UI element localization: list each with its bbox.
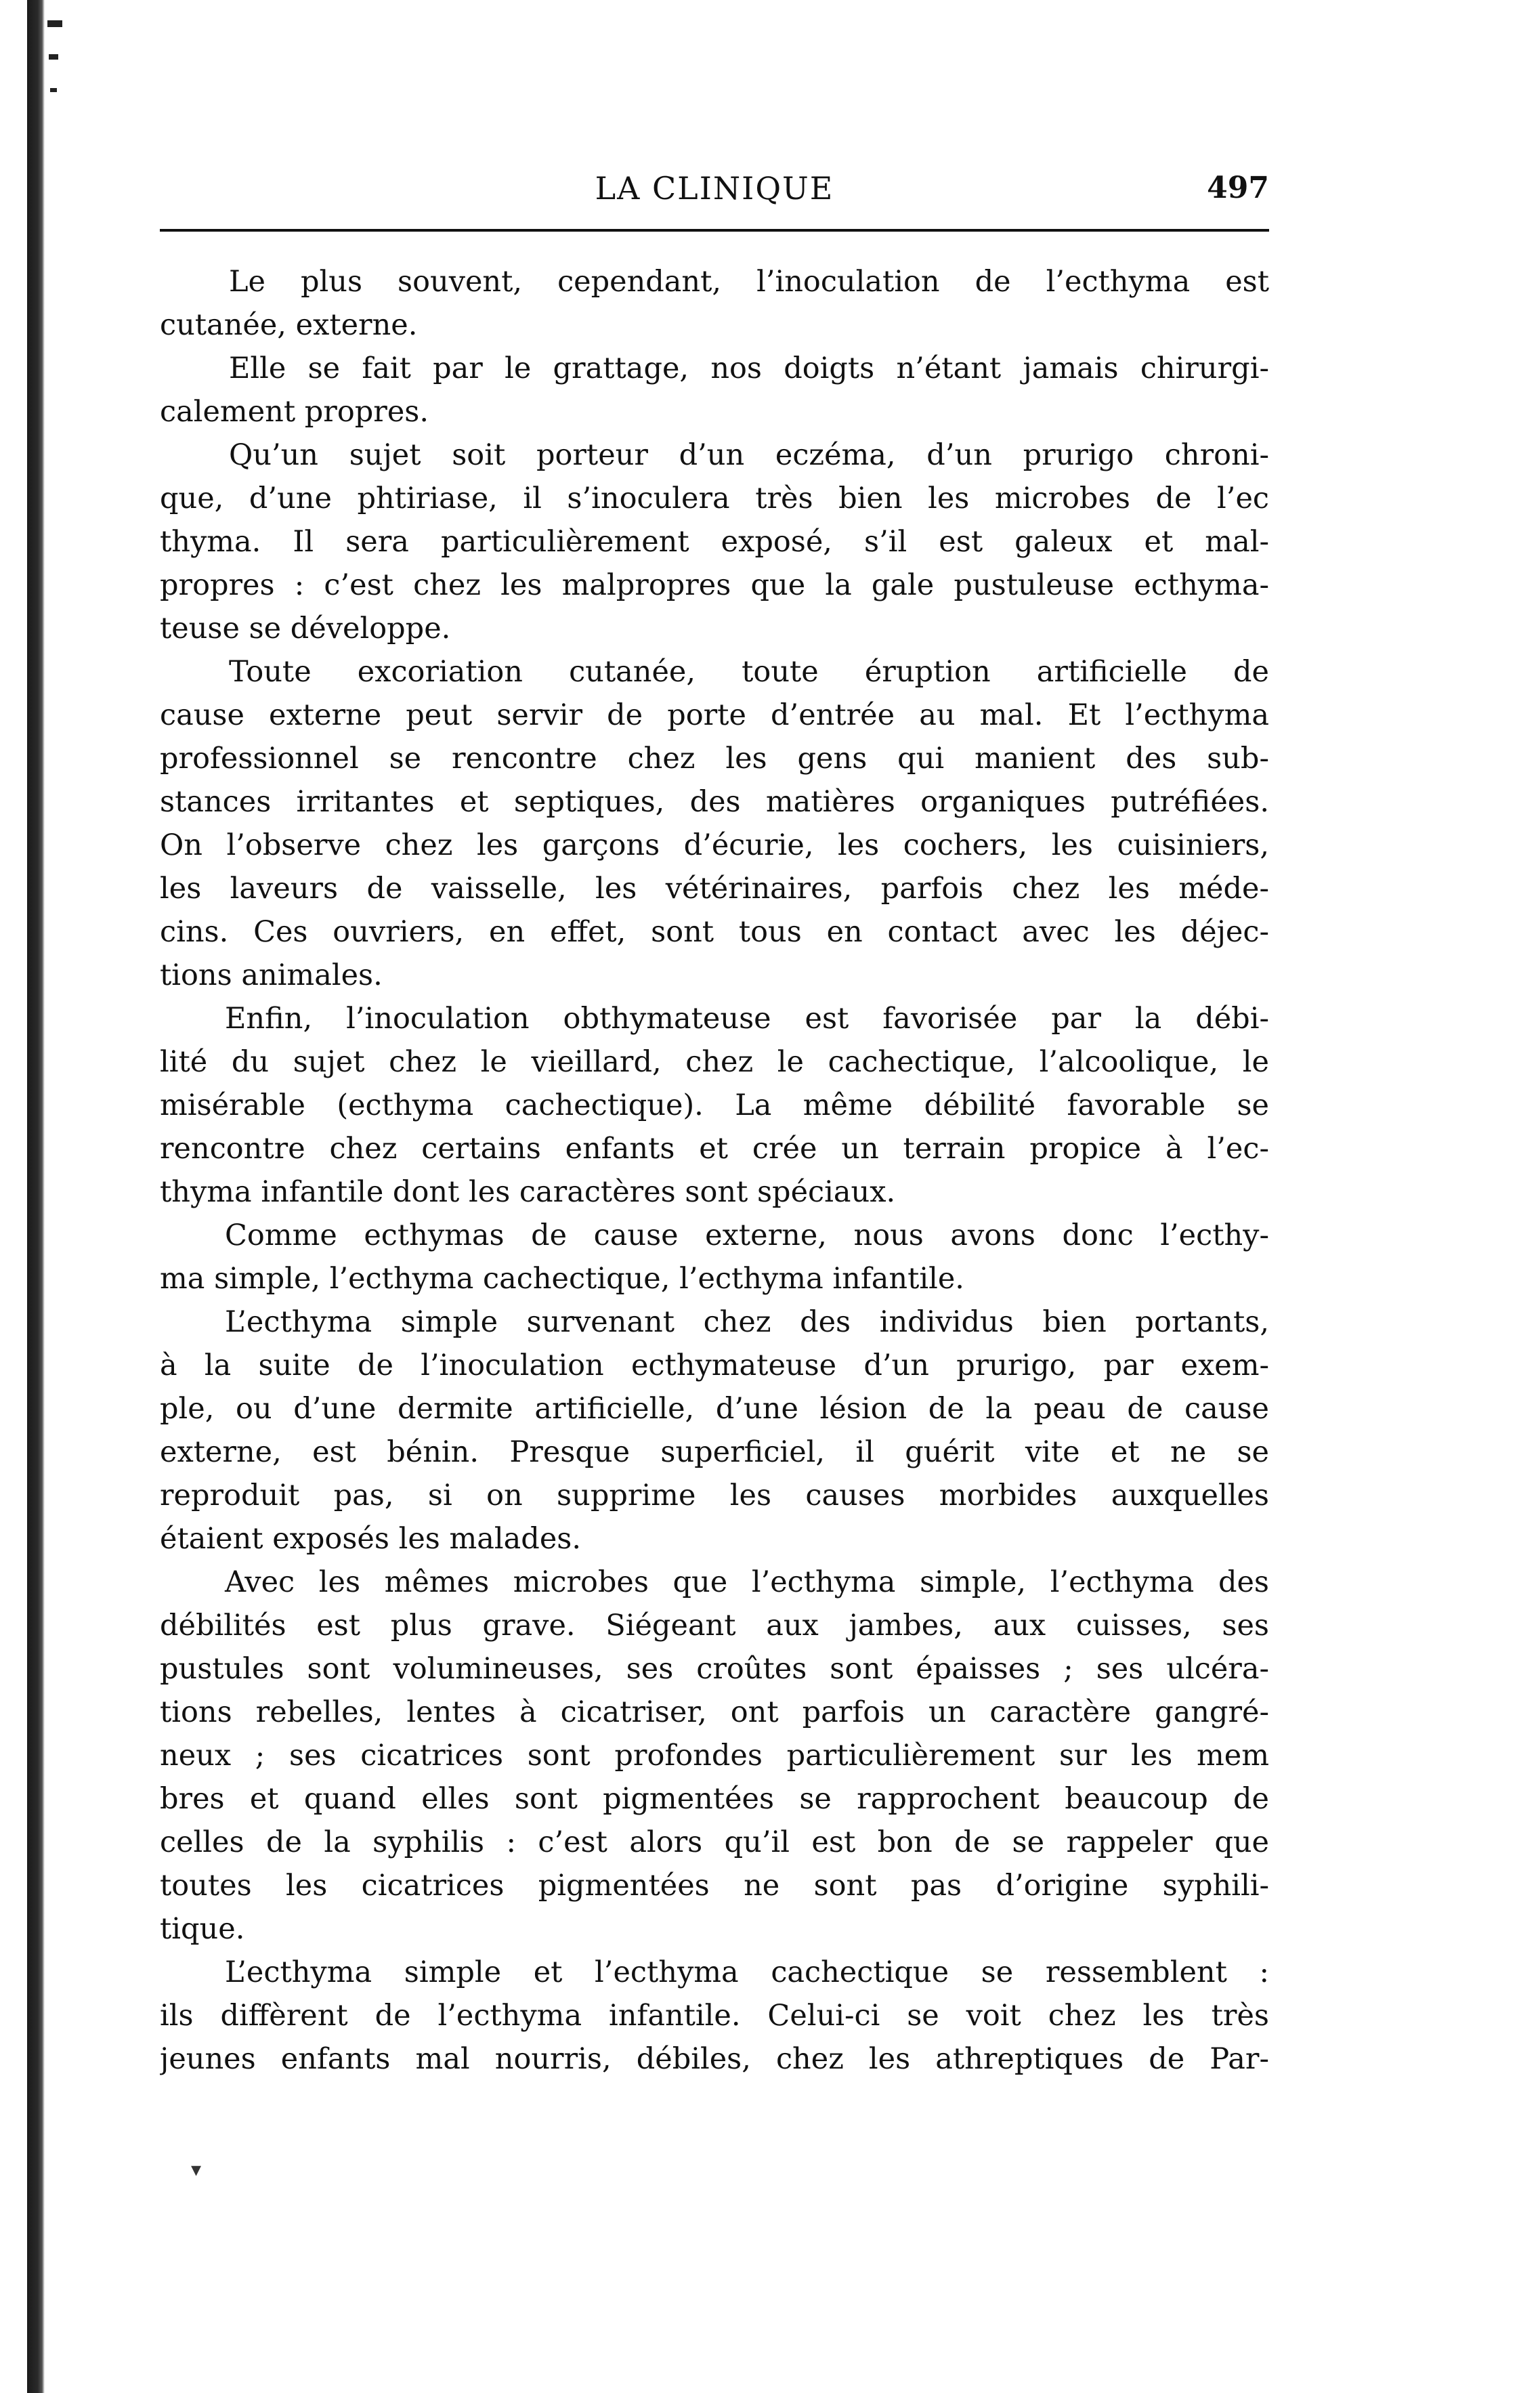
text-line: celles de la syphilis : c’est alors qu’il est bon de se rappeler que bbox=[160, 1825, 1269, 1859]
text-line: On l’observe chez les garçons d’écurie, les cochers, les cuisiniers, bbox=[160, 828, 1269, 862]
text-line: tique. bbox=[160, 1912, 245, 1946]
text-line: lité du sujet chez le vieillard, chez le cachectique, l’alcoolique, le bbox=[160, 1045, 1269, 1079]
text-line: pustules sont volumineuses, ses croûtes sont épaisses ; ses ulcéra- bbox=[160, 1652, 1269, 1686]
text-line: teuse se développe. bbox=[160, 612, 451, 645]
text-line: externe, est bénin. Presque superficiel, il guérit vite et ne se bbox=[160, 1435, 1269, 1469]
binding-speck bbox=[50, 88, 57, 92]
text-line: L’ecthyma simple survenant chez des individus bien portants, bbox=[225, 1305, 1269, 1339]
text-line: tions animales. bbox=[160, 958, 383, 992]
text-line: neux ; ses cicatrices sont profondes particulièrement sur les mem bbox=[160, 1739, 1269, 1773]
text-line: Comme ecthymas de cause externe, nous avons donc l’ecthy- bbox=[225, 1219, 1269, 1252]
text-line: cutanée, externe. bbox=[160, 308, 418, 342]
binding-speck bbox=[49, 54, 58, 60]
header-rule bbox=[160, 229, 1269, 232]
text-line: cause externe peut servir de porte d’entrée au mal. Et l’ecthyma bbox=[160, 698, 1269, 732]
text-line: reproduit pas, si on supprime les causes morbides auxquelles bbox=[160, 1479, 1269, 1512]
text-line: L’ecthyma simple et l’ecthyma cachectique se ressemblent : bbox=[225, 1955, 1269, 1989]
text-line: thyma. Il sera particulièrement exposé, s’il est galeux et mal- bbox=[160, 525, 1269, 559]
text-line: ma simple, l’ecthyma cachectique, l’ecthyma infantile. bbox=[160, 1262, 964, 1296]
text-line: misérable (ecthyma cachectique). La même débilité favorable se bbox=[160, 1088, 1269, 1122]
text-line: débilités est plus grave. Siégeant aux jambes, aux cuisses, ses bbox=[160, 1609, 1269, 1643]
text-line: Qu’un sujet soit porteur d’un eczéma, d’un prurigo chroni- bbox=[229, 438, 1269, 472]
text-line: les laveurs de vaisselle, les vétérinaires, parfois chez les méde- bbox=[160, 872, 1269, 906]
body-text bbox=[160, 260, 1269, 2081]
text-line: professionnel se rencontre chez les gens qui manient des sub- bbox=[160, 742, 1269, 776]
text-line: tions rebelles, lentes à cicatriser, ont parfois un caractère gangré- bbox=[160, 1695, 1269, 1729]
running-title: LA CLINIQUE bbox=[595, 170, 834, 207]
page-number: 497 bbox=[1207, 171, 1269, 205]
binding-speck bbox=[47, 20, 62, 27]
text-line: cins. Ces ouvriers, en effet, sont tous en contact avec les déjec- bbox=[160, 915, 1269, 949]
text-line: bres et quand elles sont pigmentées se rapprochent beaucoup de bbox=[160, 1782, 1269, 1816]
text-line: étaient exposés les malades. bbox=[160, 1522, 582, 1556]
text-line: propres : c’est chez les malpropres que la gale pustuleuse ecthyma- bbox=[160, 568, 1269, 602]
text-line: que, d’une phtiriase, il s’inoculera très bien les microbes de l’ec bbox=[160, 482, 1269, 515]
text-line: toutes les cicatrices pigmentées ne sont pas d’origine syphili- bbox=[160, 1869, 1269, 1903]
stray-mark: ▾ bbox=[191, 2158, 202, 2182]
page-header bbox=[160, 168, 1269, 215]
text-line: Enfin, l’inoculation obthymateuse est favorisée par la débi- bbox=[225, 1002, 1269, 1036]
text-line: à la suite de l’inoculation ecthymateuse d’un prurigo, par exem- bbox=[160, 1349, 1269, 1382]
text-line: Elle se fait par le grattage, nos doigts n’étant jamais chirurgi- bbox=[229, 352, 1269, 385]
text-line: stances irritantes et septiques, des matières organiques putréfiées. bbox=[160, 785, 1269, 819]
text-line: Le plus souvent, cependant, l’inoculation de l’ecthyma est bbox=[229, 265, 1269, 299]
text-line: Toute excoriation cutanée, toute éruption artificielle de bbox=[229, 655, 1269, 689]
text-line: Avec les mêmes microbes que l’ecthyma simple, l’ecthyma des bbox=[225, 1565, 1269, 1599]
text-line: jeunes enfants mal nourris, débiles, chez les athreptiques de Par- bbox=[160, 2042, 1269, 2076]
text-line: ple, ou d’une dermite artificielle, d’une lésion de la peau de cause bbox=[160, 1392, 1269, 1426]
text-line: rencontre chez certains enfants et crée un terrain propice à l’ec- bbox=[160, 1132, 1269, 1166]
binding-edge bbox=[27, 0, 45, 2393]
text-line: ils diffèrent de l’ecthyma infantile. Celui-ci se voit chez les très bbox=[160, 1999, 1269, 2033]
text-line: thyma infantile dont les caractères sont spéciaux. bbox=[160, 1175, 896, 1209]
text-line: calement propres. bbox=[160, 395, 429, 429]
